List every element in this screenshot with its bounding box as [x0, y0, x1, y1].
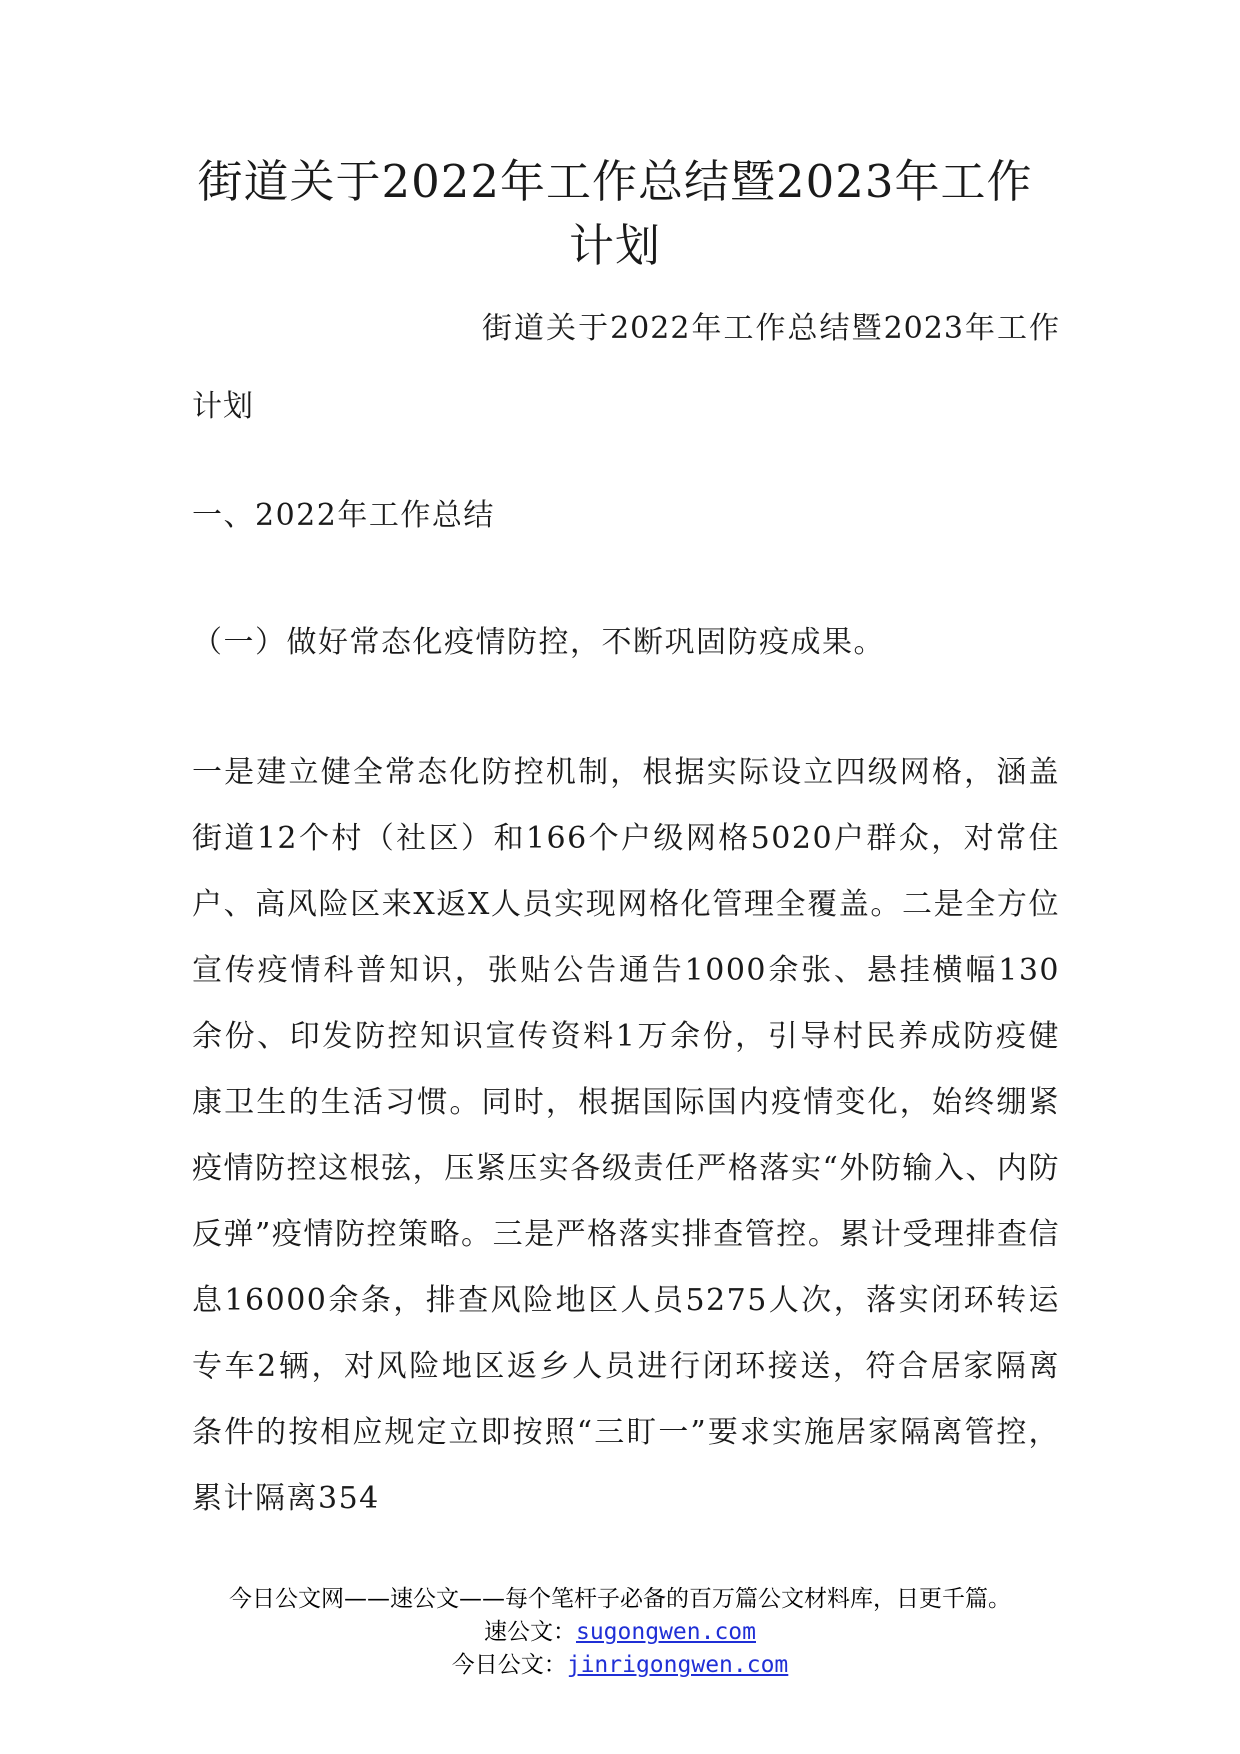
- page-footer: [0, 1583, 1240, 1682]
- footer-link-label-1: 速公文：: [483, 1619, 576, 1645]
- document-title: 街道关于2022年工作总结暨2023年工作计划: [197, 155, 1033, 272]
- body-paragraph: 一是建立健全常态化防控机制，根据实际设立四级网格，涵盖街道12个村（社区）和166个户级网格5020户群众，对常住户、高风险区来X返X人员实现网格化管理全覆盖。二是全方位宣传疫情科普知识，张贴公告通告1000余张、悬挂横幅130余份、印发防控知识宣传资料1万余份，引导村民养成防疫健康卫生的生活习惯。同时，根据国际国内疫情变化，始终绷紧疫情防控这根弦，压紧压实各级责任严格落实“外防输入、内防反弹”疫情防控策略。三是严格落实排查管控。累计受理排查信息16000余条，排查风险地区人员5275人次，落实闭环转运专车2辆，对风险地区返乡人员进行闭环接送，符合居家隔离条件的按相应规定立即按照“三盯一”要求实施居家隔离管控，累计隔离354: [192, 755, 1060, 1516]
- footer-link-row-1: [0, 1616, 1240, 1649]
- document-subtitle: 街道关于2022年工作总结暨2023年工作计划: [192, 311, 1060, 424]
- footer-link-row-2: [0, 1649, 1240, 1682]
- footer-link-jinrigongwen[interactable]: jinrigongwen.com: [566, 1652, 789, 1678]
- section-heading: 一、2022年工作总结: [192, 498, 495, 533]
- footer-link-label-2: 今日公文：: [451, 1652, 567, 1678]
- footer-tagline: 今日公文网——速公文——每个笔杆子必备的百万篇公文材料库，日更千篇。: [229, 1586, 1011, 1612]
- footer-link-sugongwen[interactable]: sugongwen.com: [575, 1619, 756, 1645]
- subsection-heading: （一）做好常态化疫情防控，不断巩固防疫成果。: [192, 625, 885, 660]
